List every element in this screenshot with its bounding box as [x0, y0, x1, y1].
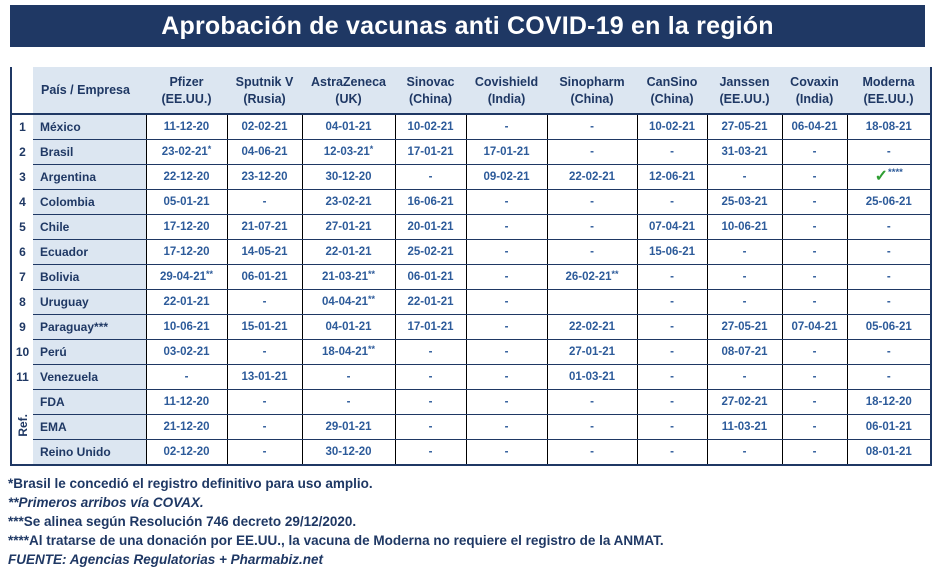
- date-cell: -: [707, 165, 782, 190]
- date-cell: 07-04-21: [637, 215, 707, 240]
- vaccine-origin: (EE.UU.): [863, 91, 914, 106]
- date-cell: -: [707, 265, 782, 290]
- date-value: 26-02-21: [565, 271, 612, 283]
- date-value: 04-04-21: [321, 296, 369, 308]
- date-cell: -: [782, 290, 847, 315]
- date-cell: -: [782, 365, 847, 390]
- date-cell: 25-06-21: [847, 190, 931, 215]
- date-note: **: [368, 294, 376, 304]
- country-cell: Ecuador: [33, 240, 146, 265]
- date-cell: 02-12-20: [146, 440, 227, 466]
- date-cell: [302, 290, 395, 315]
- country-cell: México: [33, 114, 146, 140]
- table-row: [11, 315, 931, 340]
- date-cell: 01-03-21: [547, 365, 637, 390]
- row-number: 6: [19, 245, 26, 259]
- date-cell: -: [547, 440, 637, 466]
- footnote-line: FUENTE: Agencias Regulatorias + Pharmabiz.net: [8, 552, 323, 567]
- check-icon: ✓: [874, 168, 889, 185]
- date-cell: -: [466, 290, 547, 315]
- title-bar: [10, 5, 925, 47]
- table-row-ref: [11, 415, 931, 440]
- vaccine-origin: (China): [408, 91, 453, 106]
- date-cell: -: [466, 415, 547, 440]
- footnote-line: **Primeros arribos vía COVAX.: [8, 495, 204, 510]
- vaccine-name: Covaxin: [790, 74, 839, 89]
- table-row: [11, 190, 931, 215]
- date-cell: -: [227, 190, 302, 215]
- country-cell: Chile: [33, 215, 146, 240]
- date-cell: 13-01-21: [227, 365, 302, 390]
- date-cell: -: [466, 365, 547, 390]
- table-row: [11, 140, 931, 165]
- vaccine-column-header: [847, 63, 931, 114]
- date-cell: 05-06-21: [847, 315, 931, 340]
- date-cell: 04-01-21: [302, 315, 395, 340]
- date-cell: 22-02-21: [547, 165, 637, 190]
- date-cell: -: [637, 440, 707, 466]
- table-row: [11, 165, 931, 190]
- date-cell: 08-01-21: [847, 440, 931, 466]
- date-cell: 07-04-21: [782, 315, 847, 340]
- date-cell: -: [707, 290, 782, 315]
- date-cell: -: [466, 340, 547, 365]
- vaccine-name: AstraZeneca: [310, 74, 387, 89]
- date-cell: 20-01-21: [395, 215, 466, 240]
- date-cell: -: [466, 315, 547, 340]
- date-cell: -: [547, 114, 637, 140]
- country-cell: Argentina: [33, 165, 146, 190]
- date-cell: -: [782, 215, 847, 240]
- vaccine-name: Sinopharm: [559, 74, 625, 89]
- date-cell: -: [466, 215, 547, 240]
- vaccine-origin: (India): [487, 91, 526, 106]
- date-cell: -: [466, 440, 547, 466]
- row-number: 2: [19, 145, 26, 159]
- vaccine-origin: (China): [570, 91, 614, 106]
- row-number: 7: [19, 270, 26, 284]
- date-cell: -: [146, 365, 227, 390]
- date-cell: 29-01-21: [302, 415, 395, 440]
- date-cell: -: [637, 390, 707, 415]
- vaccine-name: Pfizer: [169, 74, 204, 89]
- row-number: 11: [16, 370, 29, 384]
- date-cell: 23-02-21: [302, 190, 395, 215]
- vaccine-origin: (India): [795, 91, 834, 106]
- corner-header: País / Empresa: [33, 63, 146, 114]
- vaccine-origin: (EE.UU.): [719, 91, 770, 106]
- date-cell: [146, 265, 227, 290]
- date-note: **: [206, 269, 214, 279]
- date-cell: -: [637, 290, 707, 315]
- row-number: 1: [19, 120, 26, 135]
- date-cell: -: [547, 140, 637, 165]
- country-cell: Brasil: [33, 140, 146, 165]
- row-number: 8: [19, 295, 26, 309]
- row-number: 5: [19, 220, 26, 234]
- vaccine-column-header: [637, 63, 707, 114]
- date-cell: -: [707, 440, 782, 466]
- date-value: 29-04-21: [159, 271, 207, 283]
- date-note: *: [207, 144, 212, 154]
- date-cell: 12-06-21: [637, 165, 707, 190]
- row-number: 4: [19, 195, 26, 209]
- date-cell: -: [466, 390, 547, 415]
- date-cell: 25-03-21: [707, 190, 782, 215]
- vaccine-column-header: [547, 63, 637, 114]
- country-cell: Venezuela: [33, 365, 146, 390]
- table-row-ref: [11, 390, 931, 415]
- footnote-line: *Brasil le concedió el registro definitivo para uso amplio.: [8, 476, 373, 491]
- date-note: **: [611, 269, 619, 279]
- date-cell: 30-12-20: [302, 165, 395, 190]
- date-cell: -: [227, 290, 302, 315]
- date-cell: -: [395, 365, 466, 390]
- vaccine-origin: (UK): [335, 91, 362, 106]
- footnote-line: ***Se alinea según Resolución 746 decreto 29/12/2020.: [8, 514, 357, 529]
- footnote-line: ****Al tratarse de una donación por EE.UU., la vacuna de Moderna no requiere el registro de la ANMAT.: [8, 533, 664, 548]
- date-cell: 31-03-21: [707, 140, 782, 165]
- vaccine-origin: (Rusia): [243, 91, 286, 106]
- date-cell: -: [395, 415, 466, 440]
- date-cell: 21-12-20: [146, 415, 227, 440]
- vaccine-name: Janssen: [719, 74, 770, 89]
- date-value: 21-03-21: [321, 271, 369, 283]
- date-cell: -: [782, 190, 847, 215]
- date-cell: 02-02-21: [227, 114, 302, 140]
- vaccine-name: Covishield: [474, 74, 539, 89]
- date-cell: 22-01-21: [395, 290, 466, 315]
- vaccine-column-header: [302, 63, 395, 114]
- date-cell: 17-01-21: [395, 140, 466, 165]
- date-cell: -: [637, 340, 707, 365]
- date-cell: 10-06-21: [707, 215, 782, 240]
- date-cell: 06-01-21: [395, 265, 466, 290]
- table-row: [11, 365, 931, 390]
- country-cell: Uruguay: [33, 290, 146, 315]
- vaccine-origin: (EE.UU.): [161, 91, 212, 106]
- date-cell: 27-01-21: [302, 215, 395, 240]
- date-cell: 06-01-21: [847, 415, 931, 440]
- date-cell: -: [227, 390, 302, 415]
- date-cell: -: [302, 390, 395, 415]
- date-cell: -: [395, 390, 466, 415]
- date-cell: 04-01-21: [302, 114, 395, 140]
- date-cell: 22-12-20: [146, 165, 227, 190]
- date-cell: 06-04-21: [782, 114, 847, 140]
- date-cell: 17-12-20: [146, 240, 227, 265]
- date-value: 18-04-21: [321, 346, 369, 358]
- date-cell: 04-06-21: [227, 140, 302, 165]
- date-cell: 18-12-20: [847, 390, 931, 415]
- date-cell: 08-07-21: [707, 340, 782, 365]
- country-cell: Colombia: [33, 190, 146, 215]
- ref-label-cell: [11, 390, 33, 466]
- ref-entity-cell: FDA: [33, 390, 146, 415]
- date-cell: -: [637, 265, 707, 290]
- date-cell: -: [547, 190, 637, 215]
- date-cell: [302, 340, 395, 365]
- vaccine-column-header: [146, 63, 227, 114]
- date-cell: 10-06-21: [146, 315, 227, 340]
- date-cell: -: [547, 415, 637, 440]
- date-cell: 27-02-21: [707, 390, 782, 415]
- date-cell: -: [637, 365, 707, 390]
- date-cell: -: [707, 240, 782, 265]
- date-cell: -: [782, 265, 847, 290]
- date-cell: [547, 290, 637, 315]
- vaccine-approval-table: [10, 59, 932, 466]
- date-cell: 09-02-21: [466, 165, 547, 190]
- date-cell: -: [782, 440, 847, 466]
- date-cell: 03-02-21: [146, 340, 227, 365]
- date-cell: [847, 165, 931, 190]
- check-note: ****: [888, 167, 903, 178]
- date-cell: -: [782, 140, 847, 165]
- date-cell: 18-08-21: [847, 114, 931, 140]
- date-cell: 17-12-20: [146, 215, 227, 240]
- date-cell: -: [547, 215, 637, 240]
- date-cell: 17-01-21: [466, 140, 547, 165]
- date-cell: -: [782, 165, 847, 190]
- vaccine-column-header: [395, 63, 466, 114]
- date-cell: 27-01-21: [547, 340, 637, 365]
- date-value: 12-03-21: [323, 146, 370, 158]
- date-cell: 15-06-21: [637, 240, 707, 265]
- date-cell: 05-01-21: [146, 190, 227, 215]
- date-cell: [302, 140, 395, 165]
- country-cell: Perú: [33, 340, 146, 365]
- row-number: 9: [19, 320, 26, 334]
- date-cell: -: [466, 265, 547, 290]
- date-cell: 06-01-21: [227, 265, 302, 290]
- date-cell: -: [707, 365, 782, 390]
- table-row: [11, 114, 931, 140]
- table-row-ref: [11, 440, 931, 466]
- date-cell: 14-05-21: [227, 240, 302, 265]
- country-cell: Bolivia: [33, 265, 146, 290]
- date-cell: 21-07-21: [227, 215, 302, 240]
- date-cell: 27-05-21: [707, 315, 782, 340]
- date-note: **: [368, 269, 376, 279]
- date-value: 23-02-21: [161, 146, 208, 158]
- date-cell: -: [547, 390, 637, 415]
- date-cell: -: [782, 390, 847, 415]
- date-cell: -: [847, 340, 931, 365]
- date-note: *: [369, 144, 374, 154]
- date-cell: [302, 265, 395, 290]
- table-row: [11, 240, 931, 265]
- vaccine-origin: (China): [650, 91, 694, 106]
- date-cell: [146, 140, 227, 165]
- date-cell: [547, 265, 637, 290]
- date-cell: -: [782, 340, 847, 365]
- vaccine-name: Sinovac: [406, 74, 455, 89]
- date-cell: -: [782, 240, 847, 265]
- date-cell: -: [547, 240, 637, 265]
- date-cell: -: [395, 165, 466, 190]
- date-cell: -: [227, 415, 302, 440]
- row-number: 3: [19, 170, 26, 184]
- date-cell: -: [637, 140, 707, 165]
- date-cell: -: [302, 365, 395, 390]
- table-row: [11, 265, 931, 290]
- table-row: [11, 340, 931, 365]
- table-row: [11, 215, 931, 240]
- date-cell: 11-12-20: [146, 390, 227, 415]
- date-cell: -: [847, 265, 931, 290]
- vaccine-column-header: [227, 63, 302, 114]
- date-cell: -: [847, 140, 931, 165]
- date-cell: 23-12-20: [227, 165, 302, 190]
- date-cell: 10-02-21: [395, 114, 466, 140]
- date-cell: 17-01-21: [395, 315, 466, 340]
- date-cell: -: [395, 440, 466, 466]
- vaccine-name: CanSino: [646, 74, 698, 89]
- date-cell: -: [847, 240, 931, 265]
- date-cell: 11-03-21: [707, 415, 782, 440]
- ref-label: Ref.: [15, 413, 30, 437]
- date-cell: 10-02-21: [637, 114, 707, 140]
- date-cell: 22-01-21: [302, 240, 395, 265]
- date-cell: -: [466, 190, 547, 215]
- date-cell: 22-02-21: [547, 315, 637, 340]
- page-title: Aprobación de vacunas anti COVID-19 en la región: [161, 11, 774, 40]
- date-cell: -: [466, 240, 547, 265]
- vaccine-column-header: [466, 63, 547, 114]
- ref-entity-cell: EMA: [33, 415, 146, 440]
- date-cell: -: [637, 190, 707, 215]
- date-cell: -: [466, 114, 547, 140]
- date-cell: 30-12-20: [302, 440, 395, 466]
- date-cell: -: [637, 315, 707, 340]
- date-cell: -: [227, 340, 302, 365]
- date-cell: 25-02-21: [395, 240, 466, 265]
- footnotes: [8, 474, 935, 569]
- date-cell: -: [637, 415, 707, 440]
- ref-entity-cell: Reino Unido: [33, 440, 146, 466]
- date-cell: 11-12-20: [146, 114, 227, 140]
- date-cell: -: [847, 290, 931, 315]
- country-cell: Paraguay***: [33, 315, 146, 340]
- header-row: [11, 63, 931, 114]
- table-row: [11, 290, 931, 315]
- date-cell: -: [847, 365, 931, 390]
- vaccine-name: Sputnik V: [235, 74, 294, 89]
- date-cell: -: [847, 215, 931, 240]
- date-cell: -: [395, 340, 466, 365]
- date-cell: 16-06-21: [395, 190, 466, 215]
- date-cell: 27-05-21: [707, 114, 782, 140]
- date-cell: -: [782, 415, 847, 440]
- row-number-header: [11, 63, 33, 114]
- date-note: **: [368, 344, 376, 354]
- date-cell: -: [227, 440, 302, 466]
- vaccine-column-header: [707, 63, 782, 114]
- date-cell: 15-01-21: [227, 315, 302, 340]
- vaccine-name: Moderna: [862, 74, 915, 89]
- vaccine-column-header: [782, 63, 847, 114]
- date-cell: 22-01-21: [146, 290, 227, 315]
- row-number: 10: [15, 345, 30, 359]
